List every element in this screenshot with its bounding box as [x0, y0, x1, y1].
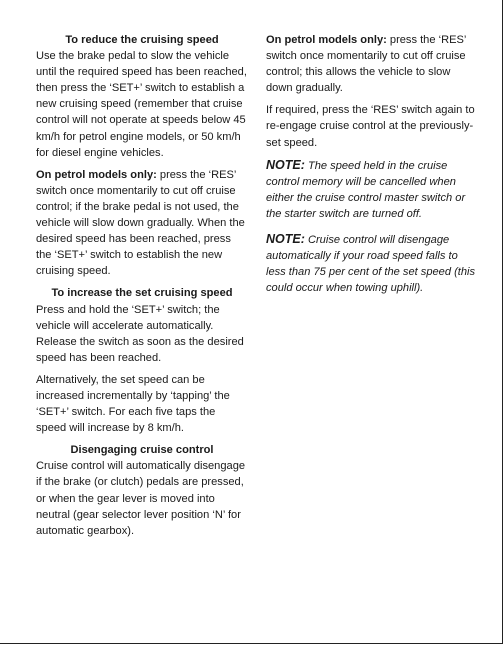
- paragraph-petrol-res: [36, 167, 248, 280]
- note-memory-body: The speed held in the cruise control memory will be cancelled when either the cruise control master switch or the starter switch are turned off.: [266, 159, 466, 220]
- note-label: NOTE:: [266, 157, 305, 172]
- heading-reduce-speed: To reduce the cruising speed: [65, 34, 219, 46]
- petrol-res-body: press the ‘RES’ switch once momentarily to cut off cruise control; if the brake pedal is not used, the vehicle will slow down gradually. When the desired speed has been reached, press the ‘SET+’ switch to establish the new cruising speed.: [36, 168, 245, 278]
- petrol-only-label-right: On petrol models only:: [266, 34, 387, 46]
- left-column: [36, 32, 248, 545]
- petrol-res-right-body: press the ‘RES’ switch once momentarily to cut off cruise control; this allows the vehicle to slow down gradually.: [266, 34, 466, 95]
- paragraph-increase-speed: Press and hold the ‘SET+’ switch; the vehicle will accelerate automatically. Release the switch as soon as the desired speed has been reached.: [36, 303, 244, 364]
- paragraph-reduce-speed: Use the brake pedal to slow the vehicle until the required speed has been reached, then press the ‘SET+’ switch to establish a new cruising speed (remember that cruise control will not operate at speeds below 45 km/h for petrol engine models, or 50 km/h for diesel engine vehicles.: [36, 50, 247, 159]
- paragraph-reengage: If required, press the ‘RES’ switch again to re-engage cruise control at the previously-set speed.: [266, 104, 475, 149]
- note-auto-disengage: [266, 231, 478, 296]
- petrol-only-label: On petrol models only:: [36, 168, 157, 181]
- right-column: [266, 32, 478, 305]
- heading-disengaging: Disengaging cruise control: [70, 444, 214, 457]
- note-memory-cancelled: [266, 157, 478, 222]
- note-disengage-body: Cruise control will disengage automatically if your road speed falls to less than 75 per cent of the set speed (this could occur when towing uphill).: [266, 234, 476, 295]
- paragraph-disengaging: Cruise control will automatically disengage if the brake (or clutch) pedals are pressed, or when the gear lever is moved into neutral (gear selector lever position ‘N’ for automatic gearbox).: [36, 460, 246, 537]
- paragraph-petrol-res-right: [266, 32, 478, 96]
- paragraph-tapping: Alternatively, the set speed can be increased incrementally by ‘tapping’ the ‘SET+’ switch. For each five taps the speed will increase by 8 km/h.: [36, 373, 230, 435]
- note-label: NOTE:: [266, 232, 305, 247]
- heading-increase-speed: To increase the set cruising speed: [51, 287, 233, 300]
